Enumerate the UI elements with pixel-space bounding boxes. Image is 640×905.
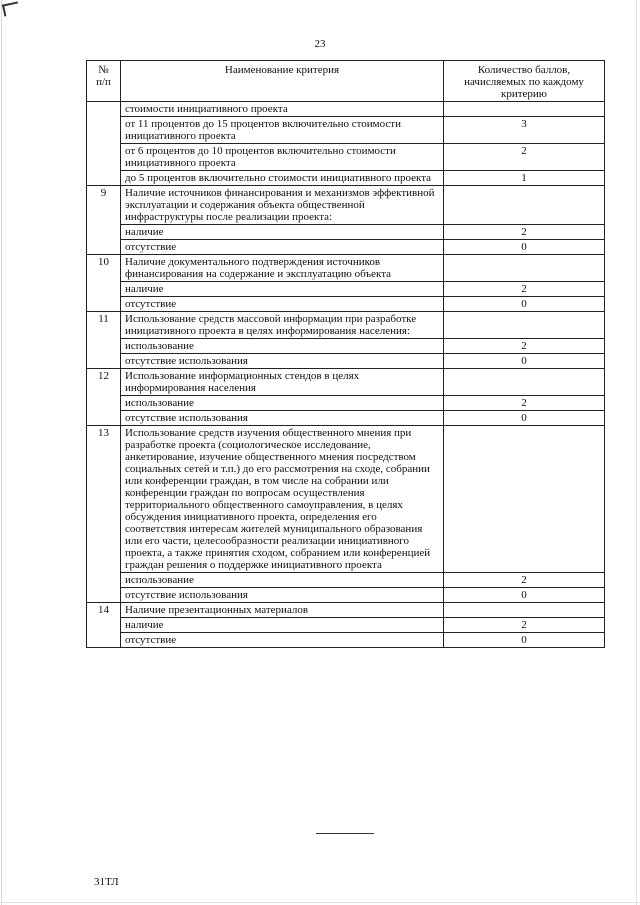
option-label: отсутствие [121, 240, 444, 255]
option-label: отсутствие [121, 297, 444, 312]
option-label: использование [121, 396, 444, 411]
table-row [87, 588, 605, 603]
scan-edge-bottom [0, 902, 640, 903]
option-score: 2 [444, 144, 605, 171]
option-label: от 6 процентов до 10 процентов включительно стоимости инициативного проекта [121, 144, 444, 171]
option-label: использование [121, 339, 444, 354]
option-score: 2 [444, 618, 605, 633]
option-label: наличие [121, 225, 444, 240]
option-score: 0 [444, 354, 605, 369]
table-row [87, 603, 605, 618]
option-score: 2 [444, 396, 605, 411]
option-label: отсутствие использования [121, 411, 444, 426]
option-score: 3 [444, 117, 605, 144]
option-label: стоимости инициативного проекта [121, 102, 444, 117]
option-score [444, 102, 605, 117]
criterion-score-empty [444, 186, 605, 225]
table-row [87, 354, 605, 369]
criterion-number: 11 [87, 312, 121, 369]
header-score: Количество баллов, начисляемых по каждому критерию [444, 61, 605, 102]
option-score: 0 [444, 588, 605, 603]
table-row [87, 369, 605, 396]
option-score: 2 [444, 282, 605, 297]
option-label: отсутствие использования [121, 354, 444, 369]
scan-edge-left [1, 0, 2, 905]
table-row [87, 117, 605, 144]
criterion-text: Использование средств массовой информации при разработке инициативного проекта в целях информирования населения: [121, 312, 444, 339]
criterion-number: 13 [87, 426, 121, 603]
footer-rule [316, 833, 374, 834]
option-label: использование [121, 573, 444, 588]
table-row [87, 240, 605, 255]
criterion-number: 12 [87, 369, 121, 426]
option-score: 0 [444, 240, 605, 255]
criteria-table [86, 60, 605, 648]
option-score: 2 [444, 225, 605, 240]
page-number: 23 [314, 38, 326, 50]
option-label: до 5 процентов включительно стоимости инициативного проекта [121, 171, 444, 186]
option-score: 2 [444, 339, 605, 354]
option-score: 0 [444, 633, 605, 648]
table-row [87, 426, 605, 573]
scan-corner-mark [2, 1, 20, 16]
criterion-text: Использование информационных стендов в целях информирования населения [121, 369, 444, 396]
criterion-number: 14 [87, 603, 121, 648]
criterion-number: 10 [87, 255, 121, 312]
table-row [87, 312, 605, 339]
criterion-score-empty [444, 369, 605, 396]
option-label: отсутствие [121, 633, 444, 648]
criterion-score-empty [444, 426, 605, 573]
option-label: наличие [121, 618, 444, 633]
criterion-text: Наличие источников финансирования и механизмов эффективной эксплуатации и содержания объекта общественной инфраструктуры после реализации проекта: [121, 186, 444, 225]
table-row [87, 411, 605, 426]
criterion-number [87, 102, 121, 186]
table-row [87, 396, 605, 411]
table-header-row [87, 61, 605, 102]
option-score: 2 [444, 573, 605, 588]
option-label: отсутствие использования [121, 588, 444, 603]
option-label: от 11 процентов до 15 процентов включительно стоимости инициативного проекта [121, 117, 444, 144]
option-label: наличие [121, 282, 444, 297]
table-row [87, 633, 605, 648]
table-row [87, 297, 605, 312]
header-num: № п/п [87, 61, 121, 102]
option-score: 0 [444, 411, 605, 426]
table-row [87, 225, 605, 240]
table-row [87, 102, 605, 117]
option-score: 1 [444, 171, 605, 186]
criterion-score-empty [444, 312, 605, 339]
footer-code: 31ТЛ [94, 876, 119, 888]
criterion-score-empty [444, 603, 605, 618]
table-row [87, 282, 605, 297]
criterion-score-empty [444, 255, 605, 282]
table-row [87, 171, 605, 186]
scan-edge-right [636, 0, 637, 905]
table-row [87, 618, 605, 633]
criterion-text: Использование средств изучения общественного мнения при разработке проекта (социологическое исследование, анкетирование, изучение общественного мнения посредством социальных сетей и т.п.) до его рассмотрения на сходе, собрании или конференции граждан, в том числе на собрании или конференции граждан по вопросам осуществления территориального общественного самоуправления, в целях обсуждения инициативного проекта, определения его соответствия интересам жителей муниципального образования или его части, целесообразности реализации инициативного проекта, а также принятия сходом, собранием или конференцией граждан решения о поддержке инициативного проекта [121, 426, 444, 573]
option-score: 0 [444, 297, 605, 312]
criterion-number: 9 [87, 186, 121, 255]
table-row [87, 255, 605, 282]
criterion-text: Наличие презентационных материалов [121, 603, 444, 618]
table-row [87, 144, 605, 171]
table-row [87, 573, 605, 588]
header-name: Наименование критерия [121, 61, 444, 102]
criterion-text: Наличие документального подтверждения источников финансирования на содержание и эксплуатацию объекта [121, 255, 444, 282]
table-row [87, 339, 605, 354]
table-row [87, 186, 605, 225]
